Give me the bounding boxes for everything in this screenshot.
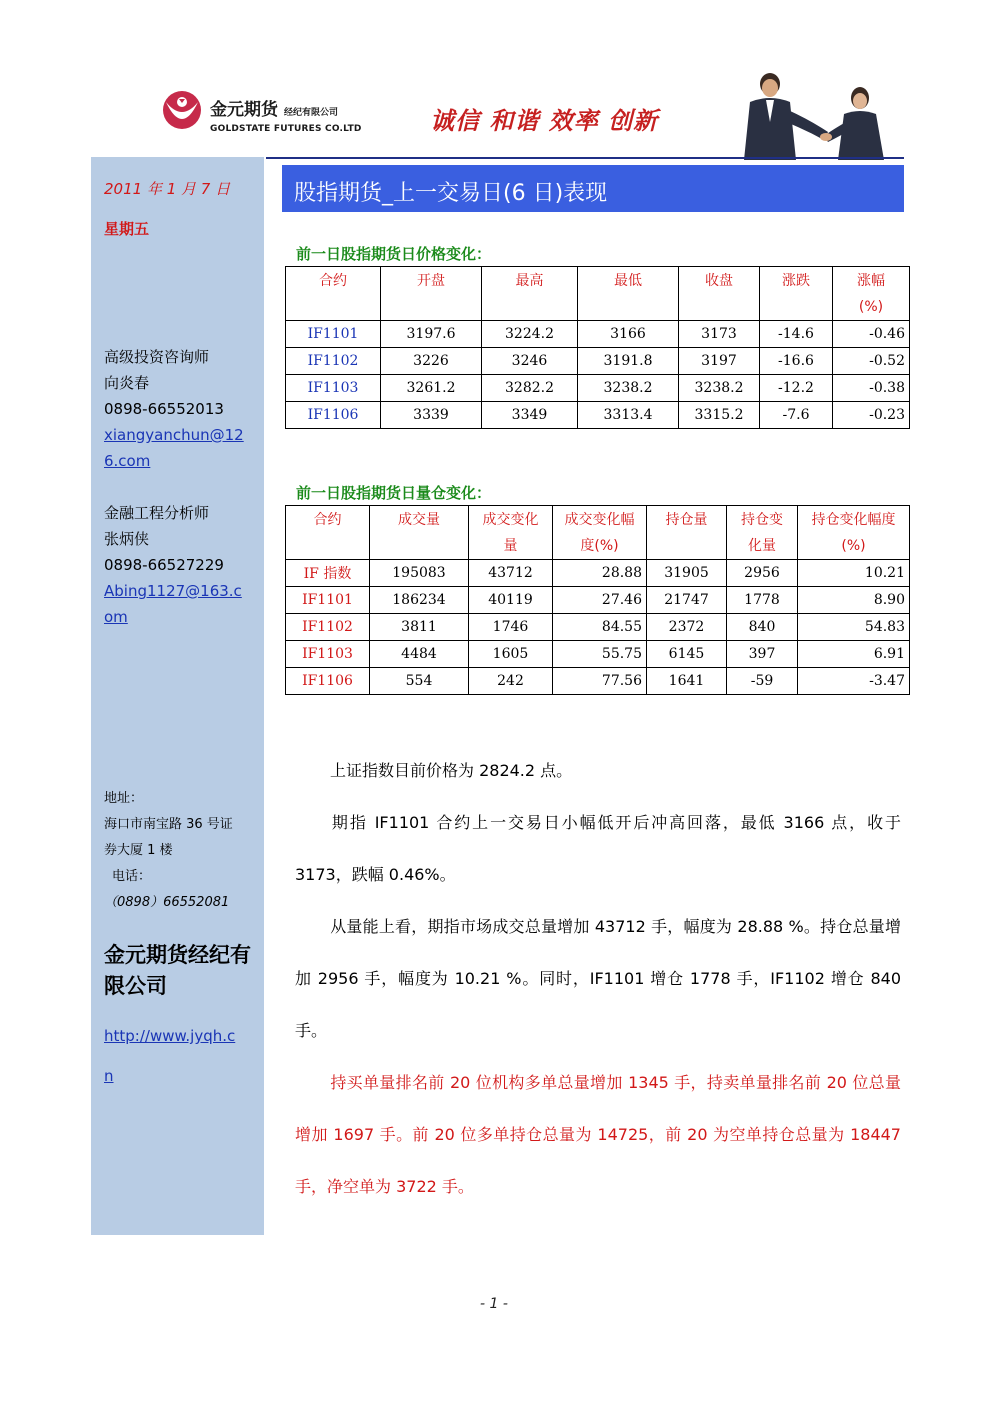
volume-change-cell: 43712: [469, 560, 553, 587]
close-cell: 3173: [679, 321, 760, 348]
contract-cell: IF1103: [286, 641, 370, 668]
volume-change-cell: 40119: [469, 587, 553, 614]
table-row: [286, 348, 910, 375]
website-line1: http://www.jyqh.c: [104, 1027, 236, 1045]
tel-value: （0898）66552081: [104, 895, 230, 910]
paragraph-top20: [295, 1057, 901, 1213]
oi-change-cell: 2956: [727, 560, 798, 587]
close-cell: 3197: [679, 348, 760, 375]
volume-cell: 186234: [370, 587, 469, 614]
paragraph-text: 期指 IF1101 合约上一交易日小幅低开后冲高回落，最低 3166 点，收于 3173，跌幅 0.46%。: [295, 813, 901, 884]
oi-change-cell: 397: [727, 641, 798, 668]
change-pct-cell: -0.52: [833, 348, 910, 375]
address-line-2: 券大厦 1 楼: [104, 843, 173, 858]
slogan: 诚信 和谐 效率 创新: [430, 107, 659, 135]
volume-cell: 195083: [370, 560, 469, 587]
analyst-2-email-line1: Abing1127@163.c: [104, 582, 242, 600]
oi-change-pct-cell: 6.91: [798, 641, 910, 668]
address-line-1: 海口市南宝路 36 号证: [104, 817, 233, 832]
open-interest-cell: 1641: [647, 668, 727, 695]
price-header-cell: 收盘: [679, 267, 760, 321]
table-row: [286, 587, 910, 614]
company-address: [104, 786, 267, 916]
volume-cell: 554: [370, 668, 469, 695]
table-row: [286, 402, 910, 429]
price-table: [285, 266, 910, 429]
paragraph-if1101: [295, 797, 901, 901]
volume-header-cell: 持仓变化量: [727, 506, 798, 560]
analyst-1-phone: 0898-66552013: [104, 400, 224, 418]
analyst-1-email-line1: xiangyanchun@12: [104, 426, 244, 444]
contract-cell: IF1101: [286, 321, 381, 348]
company-logo-icon: [160, 88, 204, 136]
analyst-1: [104, 344, 254, 474]
company-full-name: 金元期货经纪有限公司: [104, 943, 251, 998]
high-cell: 3282.2: [482, 375, 578, 402]
change-pct-cell: -0.38: [833, 375, 910, 402]
website-link[interactable]: [104, 1016, 254, 1096]
oi-change-pct-cell: 54.83: [798, 614, 910, 641]
price-header-cell: 合约: [286, 267, 381, 321]
analyst-1-email-link[interactable]: [104, 422, 254, 474]
company-name-cn: 金元期货 经纪有限公司: [210, 100, 339, 120]
open-cell: 3197.6: [381, 321, 482, 348]
paragraph-text: 上证指数目前价格为 2824.2 点。: [330, 761, 573, 780]
price-header-cell: 涨幅(%): [833, 267, 910, 321]
tel-label: 电话：: [112, 869, 152, 884]
analyst-2-name: 张炳侠: [104, 530, 150, 548]
open-interest-cell: 2372: [647, 614, 727, 641]
change-cell: -12.2: [760, 375, 833, 402]
contract-cell: IF1102: [286, 348, 381, 375]
low-cell: 3313.4: [578, 402, 679, 429]
contract-cell: IF 指数: [286, 560, 370, 587]
paragraph-text: 从量能上看，期指市场成交总量增加 43712 手，幅度为 28.88 %。持仓总量增加 2956 手，幅度为 10.21 %。同时，IF1101 增仓 1778 手，IF1102 增仓 840 手。: [295, 917, 901, 1040]
close-cell: 3315.2: [679, 402, 760, 429]
oi-change-pct-cell: 8.90: [798, 587, 910, 614]
change-pct-cell: -0.46: [833, 321, 910, 348]
table-row: [286, 668, 910, 695]
volume-header-cell: 合约: [286, 506, 370, 560]
volume-header-cell: 成交变化量: [469, 506, 553, 560]
handshake-image: [720, 70, 900, 160]
volume-header-cell: 成交量: [370, 506, 469, 560]
high-cell: 3349: [482, 402, 578, 429]
open-interest-cell: 21747: [647, 587, 727, 614]
volume-change-pct-cell: 28.88: [553, 560, 647, 587]
open-interest-cell: 31905: [647, 560, 727, 587]
volume-change-cell: 1605: [469, 641, 553, 668]
paragraph-index-price: [295, 745, 901, 797]
contract-cell: IF1106: [286, 402, 381, 429]
low-cell: 3238.2: [578, 375, 679, 402]
analyst-1-title: 高级投资咨询师: [104, 348, 210, 366]
contract-cell: IF1103: [286, 375, 381, 402]
open-interest-cell: 6145: [647, 641, 727, 668]
change-cell: -16.6: [760, 348, 833, 375]
report-date: 2011 年 1 月 7 日: [104, 180, 231, 198]
open-cell: 3339: [381, 402, 482, 429]
oi-change-cell: -59: [727, 668, 798, 695]
analyst-2-email-line2: om: [104, 608, 128, 626]
volume-change-pct-cell: 27.46: [553, 587, 647, 614]
table-row: [286, 614, 910, 641]
high-cell: 3224.2: [482, 321, 578, 348]
open-cell: 3261.2: [381, 375, 482, 402]
paragraph-volume: [295, 901, 901, 1057]
analyst-2-phone: 0898-66527229: [104, 556, 224, 574]
analyst-1-email-line2: 6.com: [104, 452, 151, 470]
price-table-header: [286, 267, 910, 321]
contract-cell: IF1106: [286, 668, 370, 695]
change-cell: -7.6: [760, 402, 833, 429]
website-line2: n: [104, 1067, 114, 1085]
volume-table-header: [286, 506, 910, 560]
price-header-cell: 涨跌: [760, 267, 833, 321]
volume-cell: 4484: [370, 641, 469, 668]
change-cell: -14.6: [760, 321, 833, 348]
volume-change-pct-cell: 77.56: [553, 668, 647, 695]
volume-change-cell: 242: [469, 668, 553, 695]
oi-change-cell: 1778: [727, 587, 798, 614]
volume-header-cell: 持仓量: [647, 506, 727, 560]
analyst-2-title: 金融工程分析师: [104, 504, 210, 522]
high-cell: 3246: [482, 348, 578, 375]
table-row: [286, 641, 910, 668]
contract-cell: IF1101: [286, 587, 370, 614]
analyst-2-email-link[interactable]: [104, 578, 254, 630]
page-number: - 1 -: [480, 1296, 508, 1312]
analyst-2: [104, 500, 254, 630]
table-row: [286, 321, 910, 348]
low-cell: 3166: [578, 321, 679, 348]
volume-change-pct-cell: 55.75: [553, 641, 647, 668]
address-label: 地址：: [104, 791, 144, 806]
close-cell: 3238.2: [679, 375, 760, 402]
low-cell: 3191.8: [578, 348, 679, 375]
company-name-en: GOLDSTATE FUTURES CO.LTD: [210, 124, 362, 134]
header-divider: [266, 157, 904, 159]
contract-cell: IF1102: [286, 614, 370, 641]
page-title: 股指期货_上一交易日(6 日)表现: [294, 181, 608, 206]
analyst-1-name: 向炎春: [104, 374, 150, 392]
price-table-title: 前一日股指期货日价格变化：: [296, 245, 492, 263]
price-header-cell: 最高: [482, 267, 578, 321]
volume-table: [285, 505, 910, 695]
volume-header-cell: 持仓变化幅度(%): [798, 506, 910, 560]
oi-change-cell: 840: [727, 614, 798, 641]
volume-change-pct-cell: 84.55: [553, 614, 647, 641]
volume-header-cell: 成交变化幅度(%): [553, 506, 647, 560]
oi-change-pct-cell: -3.47: [798, 668, 910, 695]
volume-change-cell: 1746: [469, 614, 553, 641]
volume-table-title: 前一日股指期货日量仓变化：: [296, 484, 492, 502]
table-row: [286, 560, 910, 587]
paragraph-text: 持买单量排名前 20 位机构多单总量增加 1345 手，持卖单量排名前 20 位总量增加 1697 手。前 20 位多单持仓总量为 14725，前 20 为空单持仓总量为 18447 手，净空单为 3722 手。: [295, 1073, 901, 1196]
oi-change-pct-cell: 10.21: [798, 560, 910, 587]
price-header-cell: 最低: [578, 267, 679, 321]
change-pct-cell: -0.23: [833, 402, 910, 429]
volume-cell: 3811: [370, 614, 469, 641]
open-cell: 3226: [381, 348, 482, 375]
price-header-cell: 开盘: [381, 267, 482, 321]
table-row: [286, 375, 910, 402]
report-weekday: 星期五: [104, 220, 150, 238]
